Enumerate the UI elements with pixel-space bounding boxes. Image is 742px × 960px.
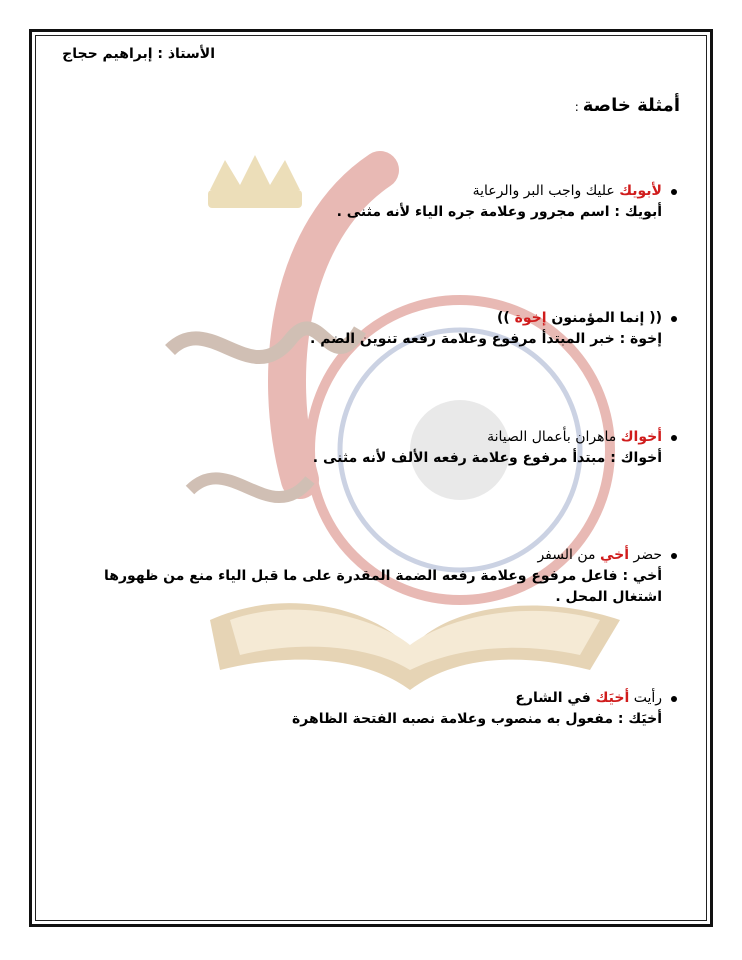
example-sentence: حضر أخي من السفر (60, 545, 680, 566)
author-name: الأستاذ : إبراهيم حجاج (62, 46, 215, 62)
highlighted-word: أخي (599, 547, 630, 563)
example-item (60, 181, 680, 223)
section-colon: : (574, 100, 579, 114)
example-item (60, 427, 680, 469)
example-sentence: رأيت أخيَك في الشارع (60, 688, 680, 709)
example-explanation: إخوة : خبر المبتدأ مرفوع وعلامة رفعه تنوين الضم . (310, 331, 662, 347)
section-title: أمثلة خاصة (582, 95, 680, 116)
example-item (60, 688, 680, 730)
highlighted-word: أخيَك (595, 690, 630, 706)
watermark-logo (150, 150, 630, 690)
example-item (60, 308, 680, 350)
section-heading (575, 95, 680, 116)
example-sentence: (( إنما المؤمنون إخوة )) (60, 308, 680, 329)
example-sentence: لأبويك عليك واجب البر والرعاية (60, 181, 680, 202)
example-explanation: أبويك : اسم مجرور وعلامة جره الياء لأنه مثنى . (336, 204, 662, 220)
example-item (60, 545, 680, 608)
example-explanation: أخواك : مبتدأ مرفوع وعلامة رفعه الألف لأنه مثنى . (312, 450, 662, 466)
example-explanation: أخيَك : مفعول به منصوب وعلامة نصبه الفتحة الظاهرة (292, 711, 662, 727)
example-sentence: أخواك ماهران بأعمال الصيانة (60, 427, 680, 448)
example-explanation: أخي : فاعل مرفوع وعلامة رفعه الضمة المقدرة على ما قبل الياء منع من ظهورها اشتغال المحل . (104, 568, 662, 605)
highlighted-word: لأبويك (619, 183, 662, 199)
highlighted-word: إخوة (514, 310, 547, 326)
highlighted-word: أخواك (620, 429, 662, 445)
